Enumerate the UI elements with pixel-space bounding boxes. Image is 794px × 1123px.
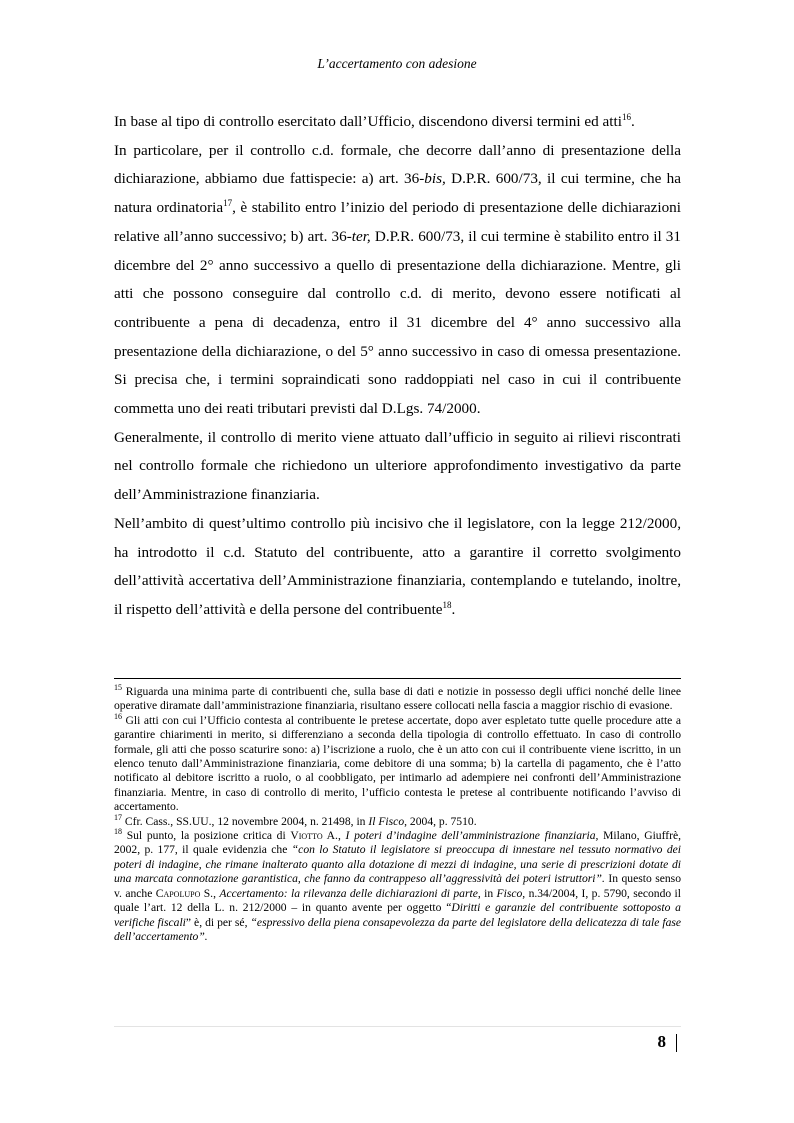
footer-rule (114, 1026, 681, 1027)
footnote-text: , n.34/2004, I, p. 5790, secondo il quale l’art. 12 della L. n. 212/2000 – in quanto avente per oggetto “ (114, 886, 681, 915)
footnote-text: Milano, Giuffrè, 2002, p. 177, il quale evidenzia che (114, 829, 682, 857)
footnote-ref-18[interactable]: 18 (442, 599, 452, 610)
paragraph-4 (114, 510, 681, 625)
paragraph-4-end: . (451, 600, 456, 618)
footnote-separator (114, 678, 681, 679)
footnote-text: S., (200, 886, 220, 900)
footnote-author: Viotto (290, 829, 323, 843)
footnote-text: , in (477, 886, 497, 900)
paragraph-2-text: D.P.R. 600/73, il cui termine è stabilito entro il 31 dicembre del 2° anno successivo a quello di presentazione della dichiarazione. Mentre, gli atti che possono conseguire dal controllo c.d. di merito, devono essere notificati al contribuente a pena di decadenza, entro il 31 dicembre del 4° anno successivo alla presentazione della dichiarazione, o del 5° anno successivo in caso di omessa presentazione. Si precisa che, i termini sopraindicati sono raddoppiati nel caso in cui il contribuente commetta uno dei reati tributari previsti dal D.Lgs. 74/2000. (114, 227, 681, 418)
footnote-text: ” è, di per sé, (185, 915, 251, 929)
footnotes (114, 685, 681, 944)
footnote-ref-17[interactable]: 17 (223, 198, 233, 209)
paragraph-2-text: In particolare, per il controllo c.d. formale, che decorre dall’anno di presentazione della dichiarazione, abbiamo due fattispecie: a) art. 36- (114, 141, 681, 188)
paragraph-2 (114, 137, 681, 424)
footnote-italic: Diritti e garanzie del contribuente sottoposto a verifiche fiscali (114, 901, 681, 929)
footnote-italic: Fisco (496, 886, 523, 900)
paragraph-4-text: Nell’ambito di quest’ultimo controllo più incisivo che il legislatore, con la legge 212/2000, ha introdotto il c.d. Statuto del contribuente, atto a garantire il corretto svolgimento dell’attività accertativa dell’Amministrazione finanziaria, contemplando e tutelando, inoltre, il rispetto dell’attività e della persone del contribuente (114, 514, 681, 618)
footnote-ref-16[interactable]: 16 (621, 111, 631, 122)
footnote-number: 17 (114, 812, 122, 822)
footnote-italic: Il Fisco (368, 814, 405, 828)
footnote-number: 18 (114, 827, 122, 837)
paragraph-1-end: . (630, 113, 635, 130)
paragraph-3: Generalmente, il controllo di merito viene attuato dall’ufficio in seguito ai rilievi riscontrati nel controllo formale che richiedono un ulteriore approfondimento investigativo da parte dell’Amministrazione finanziaria. (114, 428, 681, 504)
paragraph-2-italic: ter, (351, 227, 371, 245)
footnote-italic: Accertamento: la rilevanza delle dichiarazioni di parte (219, 886, 478, 900)
footnote-text: In questo senso v. anche (114, 872, 681, 900)
footnote-number: 16 (114, 711, 122, 721)
footnote-text: , 2004, p. 7510. (404, 814, 477, 828)
footnote-text: Gli atti con cui l’Ufficio contesta al contribuente le pretese accertate, dopo aver espletato tutte quelle procedure atte a garantire chiarimenti in merito, si differenziano a seconda della tipologia di controllo effettuato. In caso di controllo formale, gli atti che posso scaturire sono: a) l’iscrizione a ruolo, che è un atto con cui il contribuente viene iscritto, in un elenco tenuto dall’Amministrazione finanziaria, come debitore di una somma; b) la cartella di pagamento, che è l’atto notificato al debitore iscritto a ruolo, o al coobbligato, per intimarlo ad adempiere nei confronti dell’Amministrazione finanziaria. Mentre, in caso di controllo di merito, l’ufficio contesta le pretese al contribuente notificando l’avviso di accertamento. (114, 713, 681, 814)
footnote-text: Cfr. Cass., SS.UU., 12 novembre 2004, n. 21498, in (122, 814, 369, 828)
footnote-17 (114, 812, 681, 829)
paragraph-2-text: D.P.R. 600/73, il cui termine, che ha natura ordinatoria (114, 170, 681, 217)
footnote-italic: I poteri d’indagine dell’amministrazione finanziaria, (345, 829, 599, 843)
footnote-italic: “espressivo della piena consapevolezza da parte del legislatore della delicatezza di tale fase dell’accertamento”. (114, 915, 682, 943)
footnote-italic: “con lo Statuto il legislatore si preoccupa di innestare nel tessuto normativo dei poteri di indagine, che rimane inalterato quanto alla dotazione di mezzi di indagine, una serie di prescrizioni dotate di una marcata connotazione garantistica, che fanno da contrappeso all’aggressività dei poteri istruttori”. (114, 843, 681, 886)
footnote-text: Sul punto, la posizione critica di (122, 829, 291, 843)
footnote-18 (114, 829, 681, 944)
footnote-text: Riguarda una minima parte di contribuenti che, sulla base di dati e notizie in possesso degli uffici nonché delle linee operative diramate dall’amministrazione finanziaria, risultano essere collocati nella fascia a maggior rischio di evasione. (114, 685, 681, 713)
paragraph-2-italic: bis, (424, 170, 446, 188)
footnote-author: Capolupo (155, 886, 201, 900)
footnote-number: 15 (114, 683, 122, 693)
paragraph-2-text: , è stabilito entro l’inizio del periodo di presentazione delle dichiarazioni relative all’anno successivo; b) art. 36- (114, 199, 681, 245)
running-header: L’accertamento con adesione (317, 56, 477, 71)
page-number-divider (676, 1034, 677, 1052)
footnote-15 (114, 685, 681, 714)
main-text (114, 108, 681, 625)
footnote-16 (114, 711, 681, 815)
footnote-text: A., (322, 829, 346, 843)
paragraph-1 (114, 108, 681, 137)
paragraph-1-text: In base al tipo di controllo esercitato dall’Ufficio, discendono diversi termini ed atti (114, 113, 622, 130)
page-number: 8 (657, 1032, 666, 1051)
